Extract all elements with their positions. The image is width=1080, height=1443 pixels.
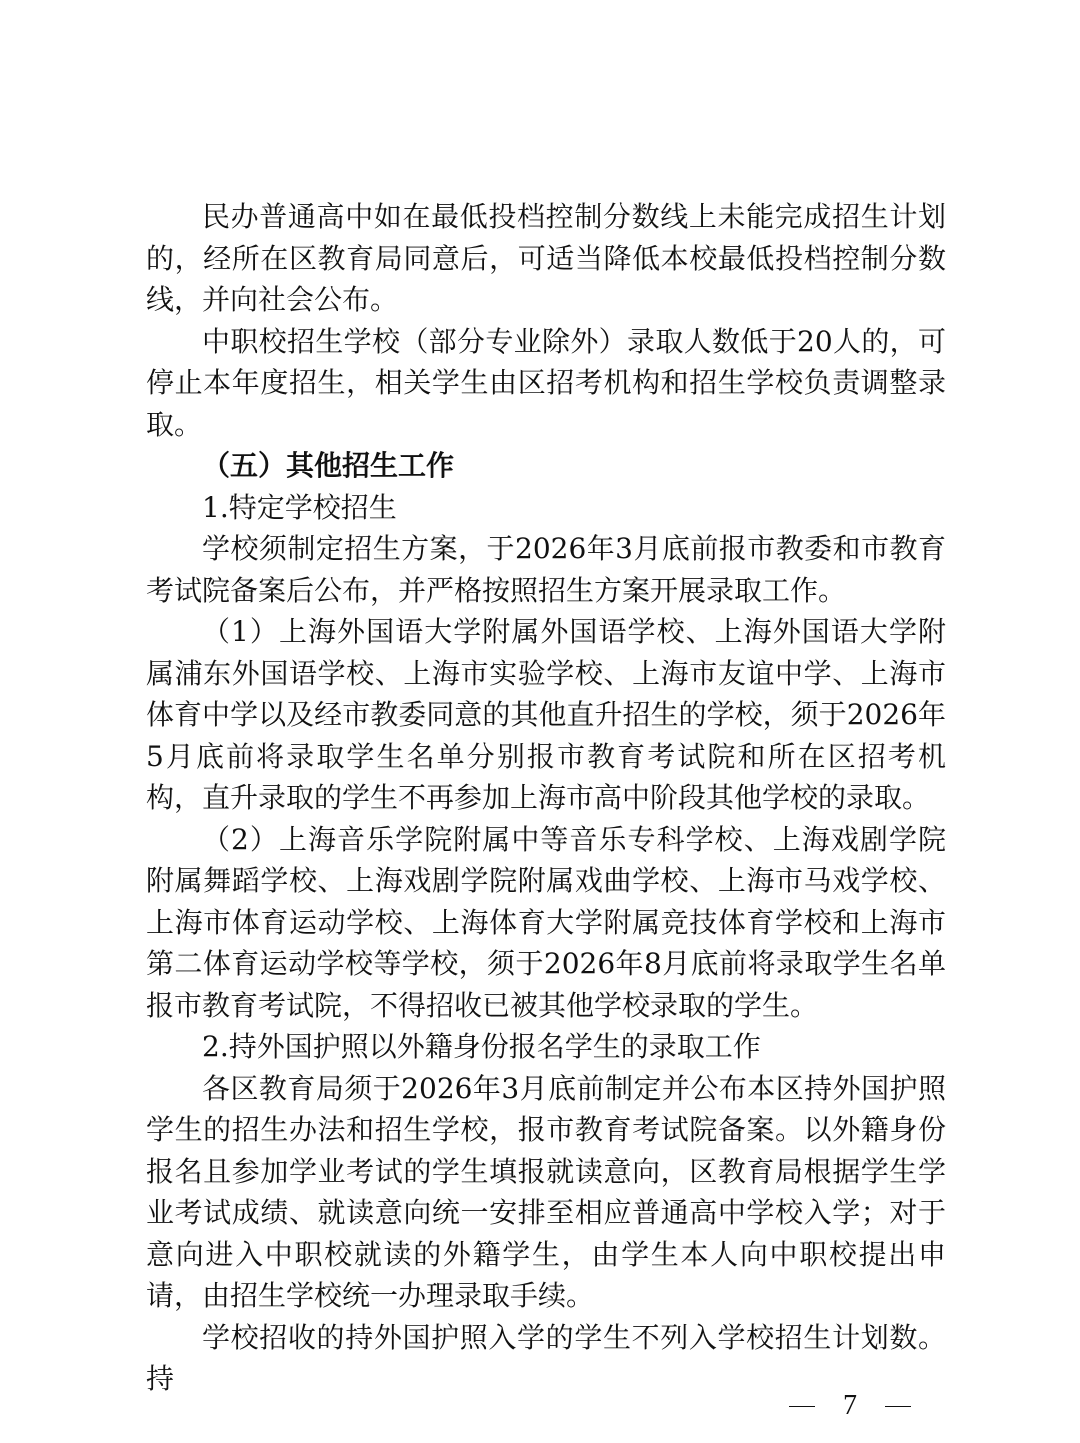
paragraph-private-high-school: 民办普通高中如在最低投档控制分数线上未能完成招生计划的，经所在区教育局同意后，可适当降低本校最低投档控制分数线，并向社会公布。 [146, 200, 946, 316]
paragraph-enrollment-plan-note: 学校招收的持外国护照入学的学生不列入学校招生计划数。持 [146, 1320, 946, 1395]
document-body [146, 196, 946, 1400]
subheading-specific-schools: 1.特定学校招生 [202, 490, 397, 524]
section-heading-other-admissions: （五）其他招生工作 [202, 449, 455, 482]
paragraph-arts-sports-schools: （2）上海音乐学院附属中等音乐专科学校、上海戏剧学院附属舞蹈学校、上海戏剧学院附属戏曲学校、上海市马戏学校、上海市体育运动学校、上海体育大学附属竞技体育学校和上海市第二体育运动学校等学校，须于2026年8月底前将录取学生名单报市教育考试院，不得招收已被其他学校录取的学生。 [146, 822, 946, 1022]
page-number: 7 [843, 1390, 857, 1421]
page-footer [770, 1386, 930, 1426]
paragraph-vocational-admission: 中职校招生学校（部分专业除外）录取人数低于20人的，可停止本年度招生，相关学生由区招考机构和招生学校负责调整录取。 [146, 324, 946, 441]
paragraph-district-bureau-foreign: 各区教育局须于2026年3月底前制定并公布本区持外国护照学生的招生办法和招生学校，报市教育考试院备案。以外籍身份报名且参加学业考试的学生填报就读意向，区教育局根据学生学业考试成绩、就读意向统一安排至相应普通高中学校入学；对于意向进入中职校就读的外籍学生，由学生本人向中职校提出申请，由招生学校统一办理录取手续。 [146, 1071, 946, 1312]
paragraph-direct-admission-schools: （1）上海外国语大学附属外国语学校、上海外国语大学附属浦东外国语学校、上海市实验学校、上海市友谊中学、上海市体育中学以及经市教委同意的其他直升招生的学校，须于2026年5月底前将录取学生名单分别报市教育考试院和所在区招考机构，直升录取的学生不再参加上海市高中阶段其他学校的录取。 [146, 615, 946, 814]
footer-dash-right [885, 1406, 911, 1407]
paragraph-admission-plan: 学校须制定招生方案，于2026年3月底前报市教委和市教育考试院备案后公布，并严格按照招生方案开展录取工作。 [146, 532, 946, 607]
footer-dash-left [789, 1406, 815, 1407]
subheading-foreign-passport: 2.持外国护照以外籍身份报名学生的录取工作 [202, 1030, 761, 1063]
